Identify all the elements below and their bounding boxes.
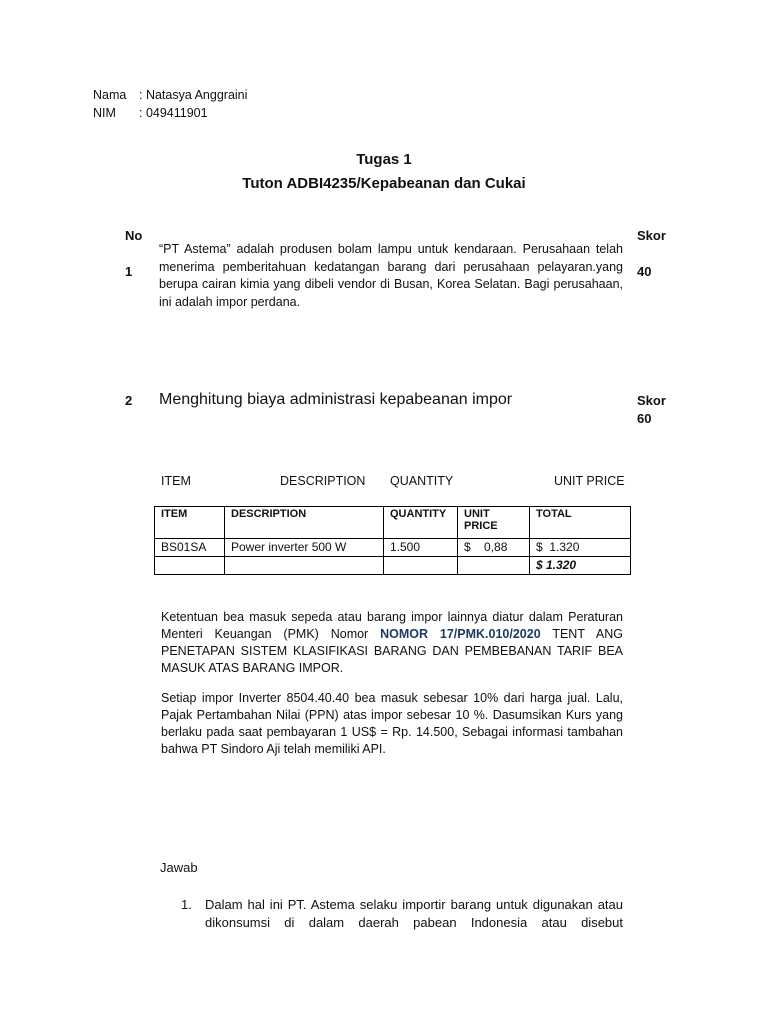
document-title: Tugas 1 [356, 151, 412, 168]
th-unit-price [458, 507, 530, 539]
table-row [155, 539, 631, 557]
grand-total: $ 1.320 [530, 557, 631, 575]
th-unit-price-line2: PRICE [464, 520, 498, 532]
table-header-row [155, 507, 631, 539]
paragraph-tax [161, 690, 623, 758]
answer-item-1-number: 1. [181, 897, 192, 912]
nim-value: : 049411901 [139, 106, 208, 120]
jawab-label: Jawab [160, 860, 198, 875]
total-value: 1.320 [549, 540, 580, 554]
plain-header-description: DESCRIPTION [280, 474, 366, 488]
cell-description: Power inverter 500 W [225, 539, 384, 557]
cell-quantity: 1.500 [384, 539, 458, 557]
cell-unit-price [458, 539, 530, 557]
nim-label: NIM [93, 106, 116, 120]
q2-score: 60 [637, 411, 652, 426]
q1-number: 1 [125, 264, 133, 279]
th-total: TOTAL [530, 507, 631, 539]
name-value: : Natasya Anggraini [139, 88, 248, 102]
student-name-line [93, 88, 247, 102]
answer-item-1-text: Dalam hal ini PT. Astema selaku importir barang untuk digunakan atau dikonsumsi di dalam daerah pabean Indonesia atau disebut [205, 897, 623, 930]
name-label: Nama [93, 88, 127, 102]
unit-price-currency: $ [464, 540, 471, 554]
cell-empty-2 [225, 557, 384, 575]
th-quantity: QUANTITY [384, 507, 458, 539]
regulation-text-before: Ketentuan bea masuk sepeda atau barang impor lainnya diatur dalam Peraturan Menteri Keuangan (PMK) Nomor [161, 610, 623, 641]
total-currency: $ [536, 540, 543, 554]
q2-score-label: Skor [637, 393, 666, 408]
th-unit-price-line1: UNIT [464, 508, 490, 520]
no-header: No [125, 228, 143, 243]
q2-text: Menghitung biaya administrasi kepabeanan impor [159, 391, 513, 408]
answer-item-1 [181, 896, 623, 932]
plain-header-quantity: QUANTITY [390, 474, 454, 488]
plain-header-item: ITEM [161, 474, 191, 488]
items-table [154, 506, 631, 575]
regulation-text-after: TENT ANG PENETAPAN SISTEM KLASIFIKASI BARANG DAN PEMBEBANAN TARIF BEA MASUK ATAS BARANG IMPOR. [161, 627, 624, 675]
cell-total [530, 539, 631, 557]
regulation-number: NOMOR 17/PMK.010/2020 [380, 627, 541, 641]
q2-number: 2 [125, 393, 133, 408]
cell-empty-3 [384, 557, 458, 575]
table-total-row [155, 557, 631, 575]
th-description: DESCRIPTION [225, 507, 384, 539]
skor-header: Skor [637, 228, 666, 243]
tax-text: Setiap impor Inverter 8504.40.40 bea masuk sebesar 10% dari harga jual. Lalu, Pajak Pertambahan Nilai (PPN) atas impor sebesar 10 %. Dasumsikan Kurs yang berlaku pada saat pembayaran 1 US$ = Rp. 14.500, Sebagai informasi tambahan bahwa PT Sindoro Aji telah memiliki API. [161, 691, 623, 756]
cell-empty-4 [458, 557, 530, 575]
paragraph-regulation [161, 609, 623, 677]
cell-empty-1 [155, 557, 225, 575]
document-subtitle: Tuton ADBI4235/Kepabeanan dan Cukai [242, 175, 526, 192]
q1-score: 40 [637, 264, 652, 279]
student-nim-line [93, 106, 208, 120]
cell-item: BS01SA [155, 539, 225, 557]
q1-text: “PT Astema” adalah produsen bolam lampu untuk kendaraan. Perusahaan telah menerima pemberitahuan kedatangan barang dari perusahaan pelayaran.yang berupa cairan kimia yang dibeli vendor di Busan, Korea Selatan. Bagi perusahaan, ini adalah impor perdana. [159, 242, 623, 309]
unit-price-value: 0,88 [484, 540, 508, 554]
plain-header-unit-price: UNIT PRICE [554, 474, 625, 488]
th-item: ITEM [155, 507, 225, 539]
